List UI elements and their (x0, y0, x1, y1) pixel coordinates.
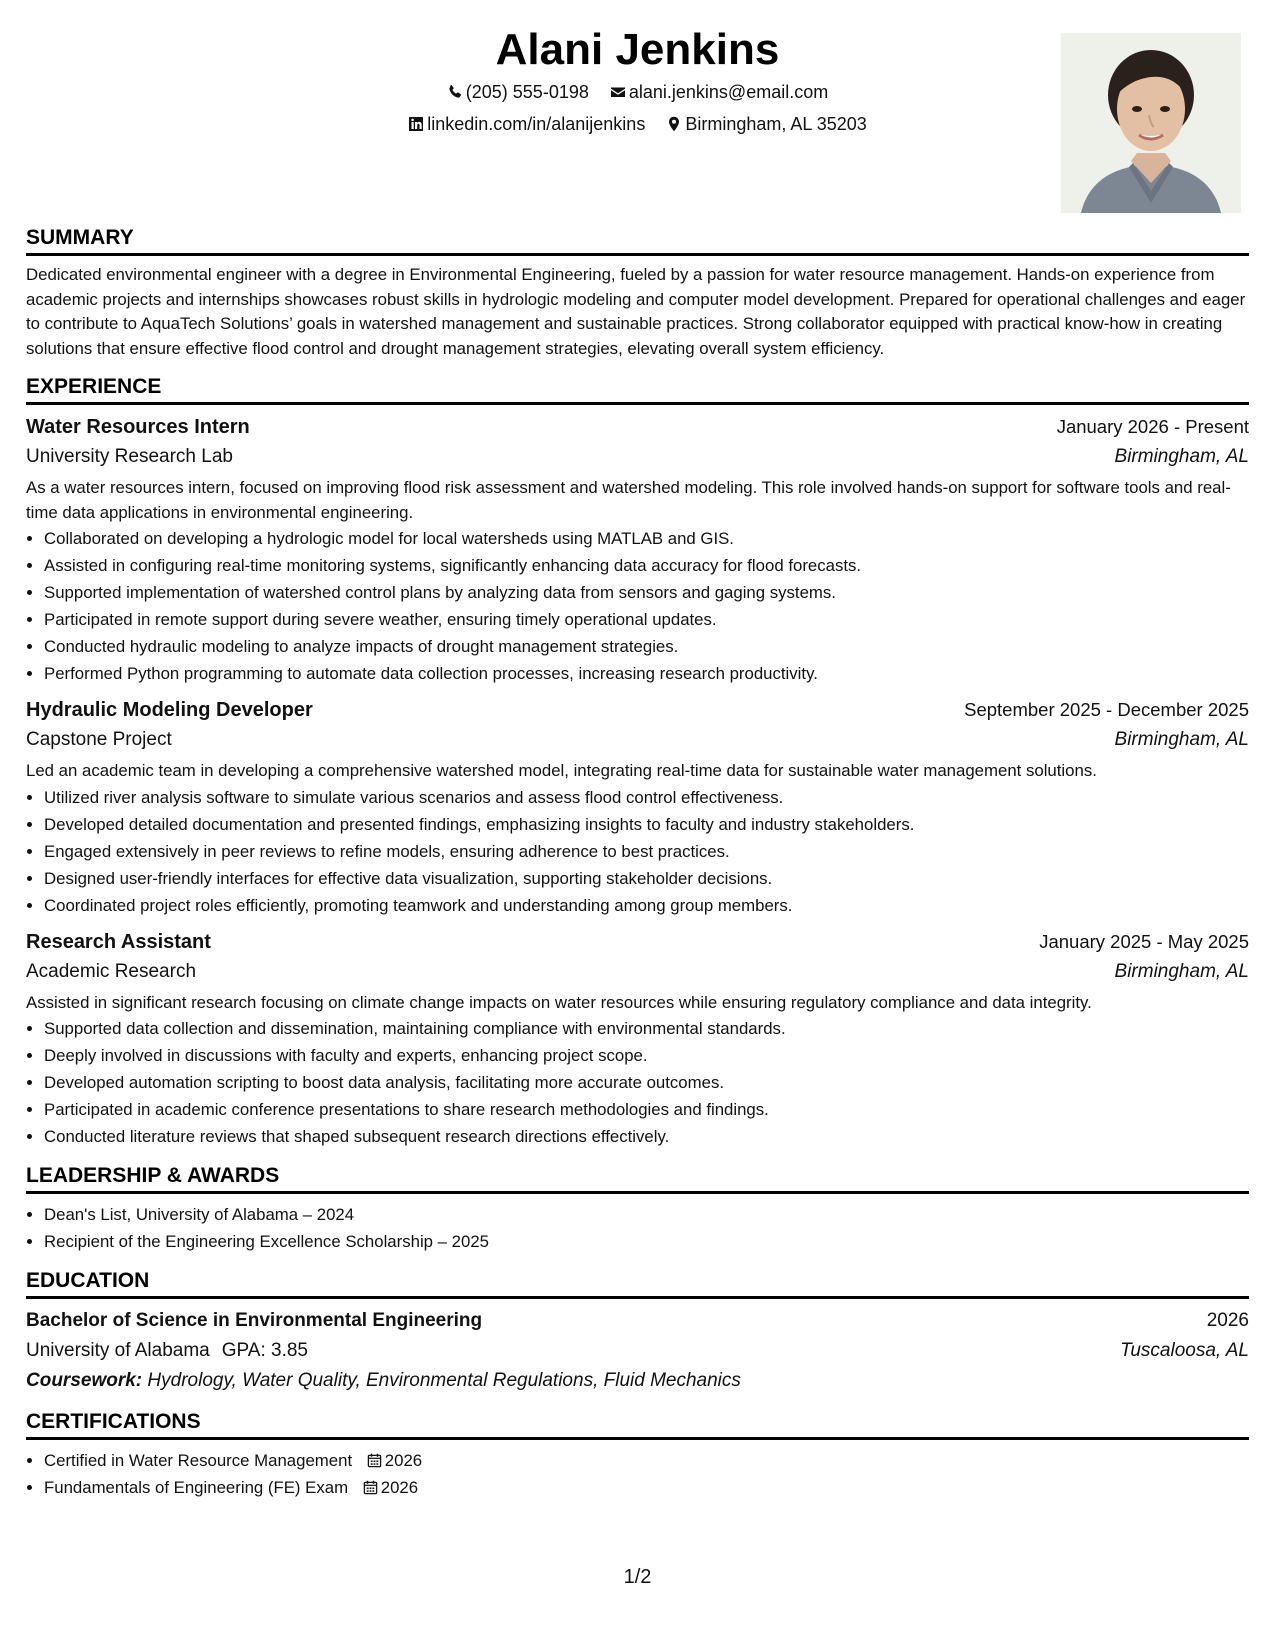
list-item: • Participated in academic conference presentations to share research methodologies and findings. (44, 1096, 1249, 1123)
job-entry (26, 412, 1249, 687)
calendar-icon (367, 1453, 382, 1468)
summary-text: Dedicated environmental engineer with a degree in Environmental Engineering, fueled by a passion for water resource management. Hands-on experience from academic projects and internships showcases robust skills in hydrologic modeling and computer model development. Prepared for operational challenges and eager to contribute to AquaTech Solutions’ goals in watershed management and sustainable practices. Strong collaborator equipped with practical know-how in creating solutions that ensure effective flood control and drought management strategies, elevating overall system efficiency. (26, 265, 1246, 358)
certification-year: 2026 (384, 1451, 423, 1470)
calendar-icon (363, 1480, 378, 1495)
list-item: • Conducted hydraulic modeling to analyze impacts of drought management strategies. (44, 633, 1249, 660)
job-dates: September 2025 - December 2025 (964, 699, 1249, 720)
certification-name: Certified in Water Resource Management (44, 1451, 353, 1470)
contact-email[interactable] (610, 80, 828, 104)
resume-content (26, 224, 1249, 1513)
contact-location (666, 112, 866, 136)
job-location: Birmingham, AL (1114, 729, 1249, 750)
degree-title: Bachelor of Science in Environmental Engineering (26, 1310, 483, 1331)
list-item: • Participated in remote support during severe weather, ensuring timely operational updates. (44, 606, 1249, 633)
location-text: Birmingham, AL 35203 (685, 114, 867, 134)
job-organization: Academic Research (26, 960, 197, 982)
job-organization: Capstone Project (26, 729, 172, 750)
job-location: Birmingham, AL (1114, 446, 1249, 467)
contact-linkedin[interactable] (408, 112, 645, 136)
school-name: University of Alabama (26, 1340, 210, 1361)
certification-name: Fundamentals of Engineering (FE) Exam (44, 1478, 349, 1497)
coursework-label: Coursework: (26, 1370, 143, 1391)
list-item: • Assisted in configuring real-time monitoring systems, significantly enhancing data accuracy for flood forecasts. (44, 552, 1249, 579)
job-dates: January 2026 - Present (1056, 416, 1249, 437)
list-item: • Dean's List, University of Alabama – 2024 (44, 1201, 1249, 1228)
job-bullets (26, 1015, 1249, 1150)
phone-icon (447, 84, 463, 100)
list-item: • Collaborated on developing a hydrologic model for local watersheds using MATLAB and GIS. (44, 525, 1249, 552)
contact-phone[interactable] (447, 80, 589, 104)
awards-section (26, 1162, 1249, 1255)
summary-heading: SUMMARY (26, 224, 1249, 256)
job-bullets (26, 784, 1249, 919)
list-item: • Engaged extensively in peer reviews to refine models, ensuring adherence to best practices. (44, 838, 1249, 865)
list-item (44, 1447, 1249, 1474)
job-title: Hydraulic Modeling Developer (26, 699, 313, 721)
experience-heading: EXPERIENCE (26, 373, 1249, 405)
candidate-name: Alani Jenkins (495, 25, 780, 74)
list-item: • Supported data collection and dissemination, maintaining compliance with environmental standards. (44, 1015, 1249, 1042)
profile-photo-illustration (1061, 33, 1241, 213)
job-description: As a water resources intern, focused on improving flood risk assessment and watershed modeling. This role involved hands-on support for software tools and real-time data applications in environmental engineering. (26, 478, 1231, 522)
experience-section (26, 373, 1249, 1150)
certifications-list (26, 1447, 1249, 1501)
profile-photo (1061, 33, 1241, 213)
awards-heading: LEADERSHIP & AWARDS (26, 1162, 1249, 1194)
email-text: alani.jenkins@email.com (628, 82, 829, 102)
coursework (26, 1366, 1249, 1396)
list-item: • Developed automation scripting to boost data analysis, facilitating more accurate outcomes. (44, 1069, 1249, 1096)
job-dates: January 2025 - May 2025 (1039, 930, 1249, 952)
education-heading: EDUCATION (26, 1267, 1249, 1299)
certifications-heading: CERTIFICATIONS (26, 1408, 1249, 1440)
job-entry (26, 927, 1249, 1151)
job-title: Water Resources Intern (26, 416, 250, 438)
list-item: • Supported implementation of watershed control plans by analyzing data from sensors and gaging systems. (44, 579, 1249, 606)
summary-section (26, 224, 1249, 361)
awards-list (26, 1201, 1249, 1255)
list-item: • Conducted literature reviews that shaped subsequent research directions effectively. (44, 1123, 1249, 1150)
certification-year: 2026 (380, 1478, 419, 1497)
education-section (26, 1267, 1249, 1396)
job-bullets (26, 525, 1249, 687)
list-item: • Utilized river analysis software to simulate various scenarios and assess flood control effectiveness. (44, 784, 1249, 811)
job-entry (26, 695, 1249, 919)
list-item: • Recipient of the Engineering Excellence Scholarship – 2025 (44, 1228, 1249, 1255)
coursework-list: Hydrology, Water Quality, Environmental Regulations, Fluid Mechanics (147, 1370, 741, 1391)
job-location: Birmingham, AL (1114, 960, 1249, 982)
job-description: Assisted in significant research focusing on climate change impacts on water resources while ensuring regulatory compliance and data integrity. (26, 992, 1092, 1012)
school-location: Tuscaloosa, AL (1120, 1340, 1249, 1361)
linkedin-icon (408, 116, 424, 132)
job-title: Research Assistant (26, 930, 211, 953)
gpa: GPA: 3.85 (221, 1340, 309, 1361)
list-item: • Coordinated project roles efficiently, promoting teamwork and understanding among group members. (44, 892, 1249, 919)
job-organization: University Research Lab (26, 446, 233, 467)
map-pin-icon (666, 116, 682, 132)
page-number: 1/2 (623, 1566, 652, 1588)
certifications-section (26, 1408, 1249, 1501)
list-item: • Performed Python programming to automate data collection processes, increasing research productivity. (44, 660, 1249, 687)
graduation-year: 2026 (1206, 1310, 1249, 1331)
job-description: Led an academic team in developing a comprehensive watershed model, integrating real-time data for sustainable water management solutions. (26, 761, 1097, 780)
list-item: • Deeply involved in discussions with faculty and experts, enhancing project scope. (44, 1042, 1249, 1069)
list-item (44, 1474, 1249, 1501)
list-item: • Designed user-friendly interfaces for effective data visualization, supporting stakeholder decisions. (44, 865, 1249, 892)
phone-text: (205) 555-0198 (465, 82, 589, 102)
list-item: • Developed detailed documentation and presented findings, emphasizing insights to faculty and industry stakeholders. (44, 811, 1249, 838)
linkedin-text: linkedin.com/in/alanijenkins (427, 114, 646, 134)
envelope-icon (610, 84, 626, 100)
